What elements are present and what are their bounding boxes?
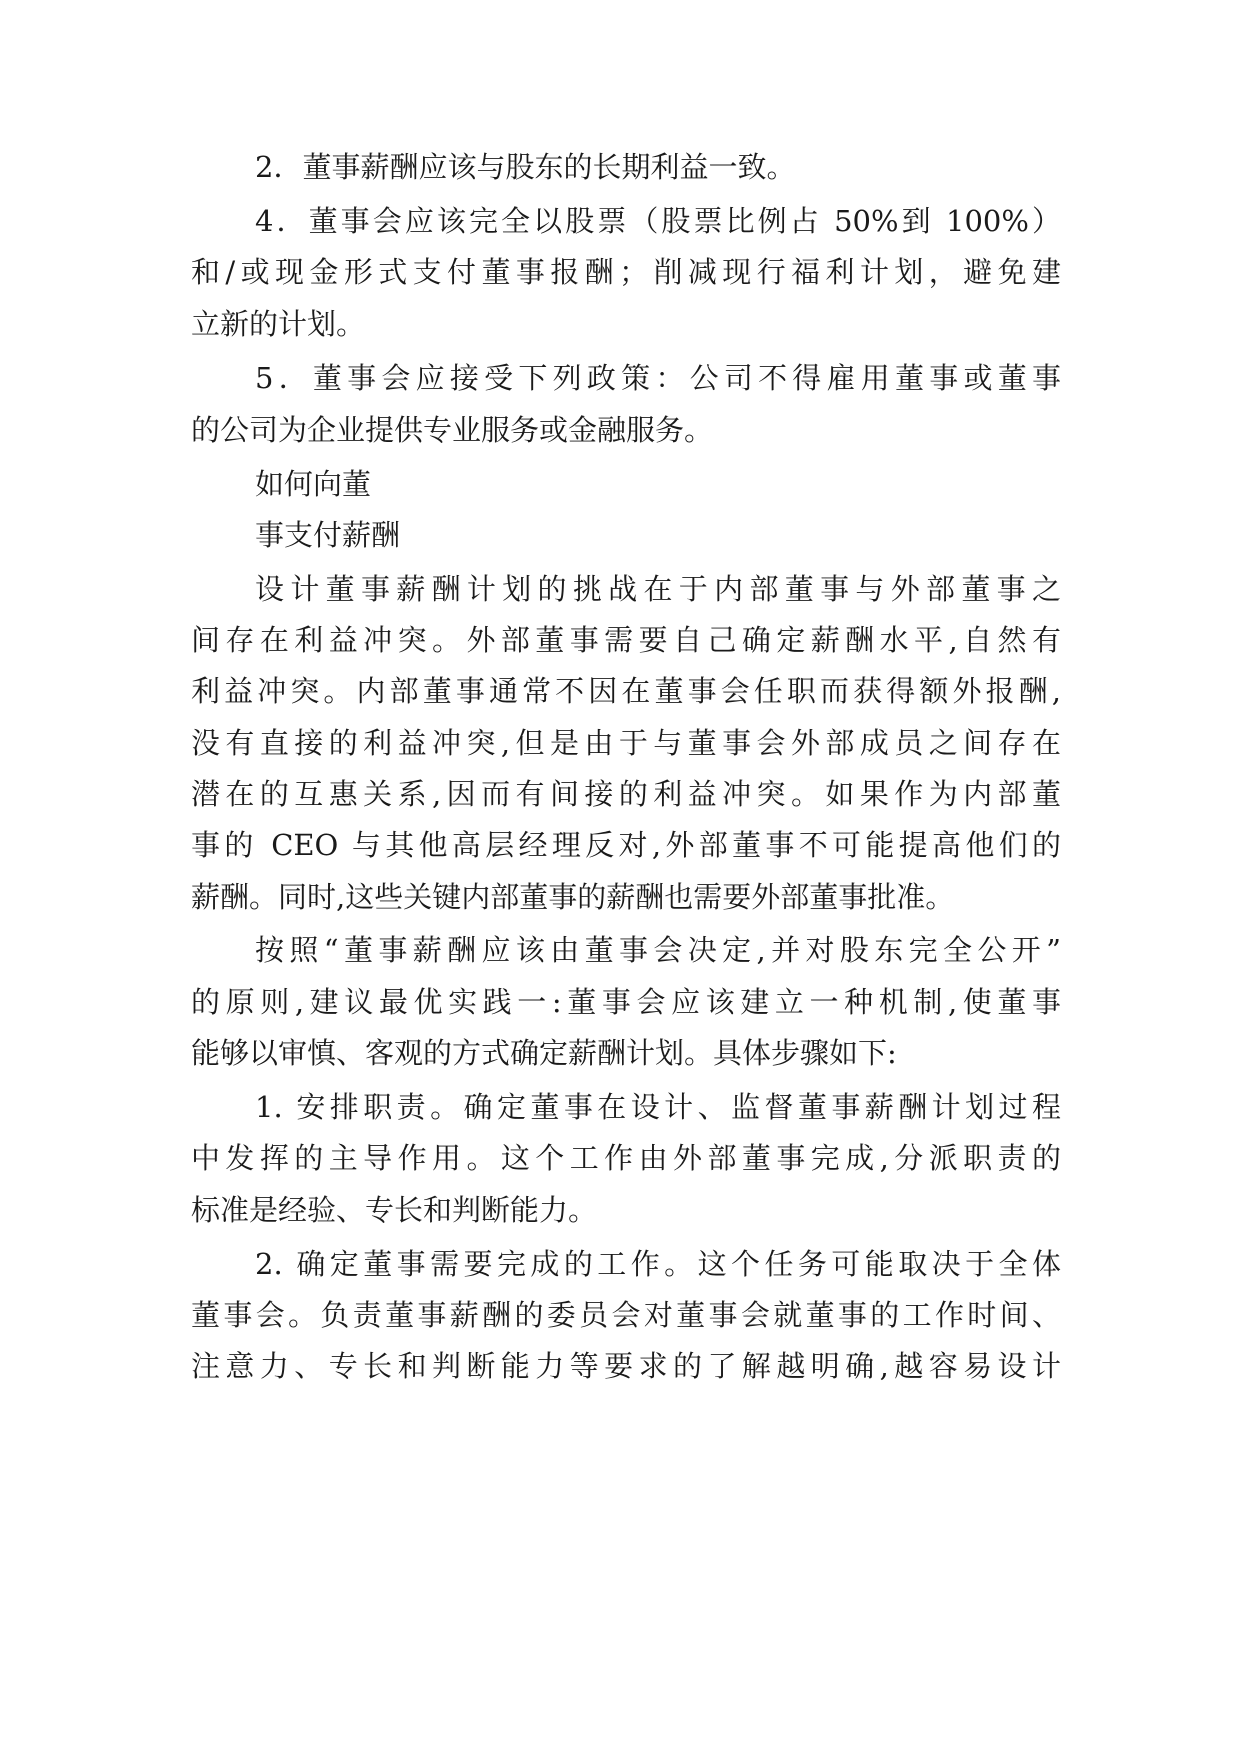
text-line: 事的 CEO 与其他高层经理反对,外部董事不可能提高他们的 — [191, 828, 1061, 862]
text-line: 5．董事会应接受下列政策：公司不得雇用董事或董事 — [255, 361, 1061, 395]
section-heading: 事支付薪酬 — [255, 518, 401, 552]
text-line: 2. 确定董事需要完成的工作。这个任务可能取决于全体 — [255, 1247, 1061, 1281]
text-line: 的原则,建议最优实践一:董事会应该建立一种机制,使董事 — [191, 985, 1061, 1019]
text-line: 按照“董事薪酬应该由董事会决定,并对股东完全公开” — [255, 933, 1061, 967]
text-line: 能够以审慎、客观的方式确定薪酬计划。具体步骤如下: — [191, 1036, 897, 1070]
text-line: 间存在利益冲突。外部董事需要自己确定薪酬水平,自然有 — [191, 623, 1061, 657]
text-line: 4．董事会应该完全以股票（股票比例占 50%到 100%） — [255, 204, 1061, 238]
text-line: 1. 安排职责。确定董事在设计、监督董事薪酬计划过程 — [255, 1090, 1061, 1124]
text-line: 和/或现金形式支付董事报酬；削减现行福利计划，避免建 — [191, 255, 1061, 289]
text-line: 潜在的互惠关系,因而有间接的利益冲突。如果作为内部董 — [191, 777, 1061, 811]
text-line: 中发挥的主导作用。这个工作由外部董事完成,分派职责的 — [191, 1141, 1061, 1175]
text-line: 薪酬。同时,这些关键内部董事的薪酬也需要外部董事批准。 — [191, 880, 955, 914]
text-line: 利益冲突。内部董事通常不因在董事会任职而获得额外报酬, — [191, 674, 1061, 708]
text-line: 注意力、专长和判断能力等要求的了解越明确,越容易设计 — [191, 1349, 1061, 1383]
text-line: 2．董事薪酬应该与股东的长期利益一致。 — [255, 150, 796, 184]
section-heading: 如何向董 — [255, 467, 372, 501]
text-line: 立新的计划。 — [191, 307, 366, 341]
text-line: 设计董事薪酬计划的挑战在于内部董事与外部董事之 — [255, 572, 1061, 606]
text-line: 标准是经验、专长和判断能力。 — [191, 1193, 598, 1227]
text-line: 董事会。负责董事薪酬的委员会对董事会就董事的工作时间、 — [191, 1298, 1061, 1332]
text-line: 没有直接的利益冲突,但是由于与董事会外部成员之间存在 — [191, 726, 1061, 760]
text-line: 的公司为企业提供专业服务或金融服务。 — [191, 413, 714, 447]
